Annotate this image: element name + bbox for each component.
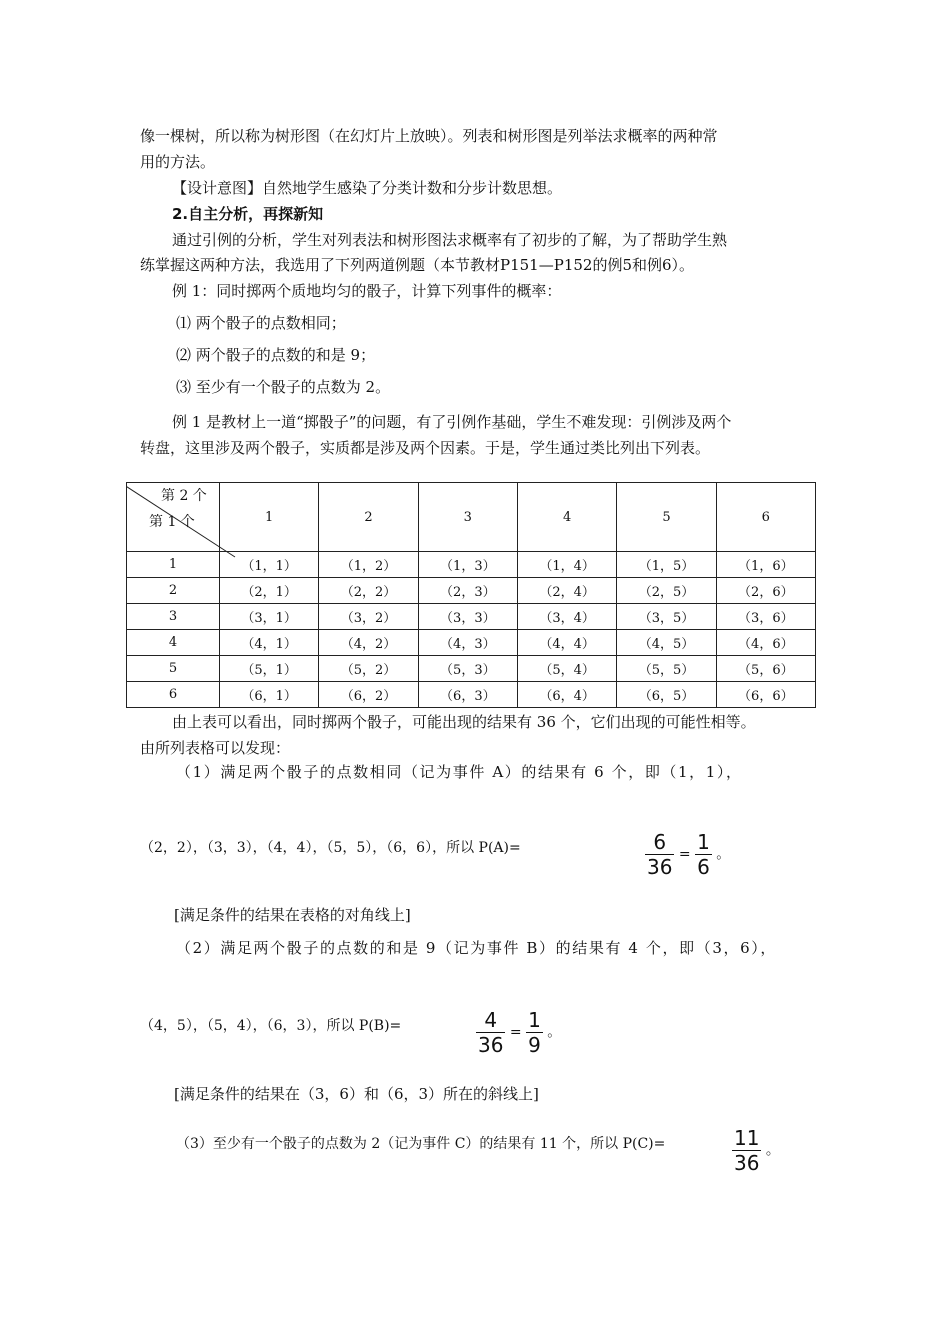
corner-label-first: 第 1 个 bbox=[149, 514, 195, 530]
row-header: 1 bbox=[127, 552, 220, 578]
paragraph-line: 由所列表格可以发现： bbox=[140, 739, 291, 757]
solution-1-result bbox=[645, 830, 730, 879]
solution-1-text: （2，2），（3，3），（4，4），（5，5），（6，6），所以 P(A)= bbox=[140, 840, 521, 856]
column-header: 5 bbox=[617, 483, 716, 552]
paragraph-line: 由上表可以看出，同时掷两个骰子，可能出现的结果有 36 个，它们出现的可能性相等。 bbox=[172, 713, 756, 731]
table-cell: （3，2） bbox=[319, 604, 418, 630]
fraction-numerator: 1 bbox=[528, 1008, 541, 1032]
fraction-11-36 bbox=[732, 1126, 761, 1175]
column-header: 3 bbox=[418, 483, 517, 552]
table-cell: （6，4） bbox=[517, 682, 616, 708]
question-1: ⑴ 两个骰子的点数相同； bbox=[176, 314, 346, 332]
table-cell: （3，1） bbox=[220, 604, 319, 630]
table-cell: （2，2） bbox=[319, 578, 418, 604]
table-header-row bbox=[127, 483, 816, 552]
table-cell: （2，5） bbox=[617, 578, 716, 604]
solution-2-line: （2）满足两个骰子的点数的和是 9（记为事件 B）的结果有 4 个，即（3，6）， bbox=[176, 939, 777, 957]
table-cell: （3，3） bbox=[418, 604, 517, 630]
corner-label-second: 第 2 个 bbox=[161, 488, 207, 504]
solution-1-line bbox=[140, 838, 521, 858]
table-cell: （4，6） bbox=[716, 630, 815, 656]
paragraph-line: 例 1 是教材上一道“掷骰子”的问题，有了引例作基础，学生不难发现：引例涉及两个 bbox=[172, 413, 732, 431]
paragraph-line: 转盘，这里涉及两个骰子，实质都是涉及两个因素。于是，学生通过类比列出下列表。 bbox=[140, 439, 711, 457]
table-row bbox=[127, 682, 816, 708]
table-row bbox=[127, 578, 816, 604]
fraction-numerator: 4 bbox=[476, 1008, 505, 1033]
table-cell: （4，4） bbox=[517, 630, 616, 656]
solution-2-result bbox=[476, 1008, 561, 1057]
row-header: 6 bbox=[127, 682, 220, 708]
table-cell: （2，3） bbox=[418, 578, 517, 604]
fraction-denominator: 6 bbox=[697, 855, 710, 879]
table-cell: （5，4） bbox=[517, 656, 616, 682]
column-header: 2 bbox=[319, 483, 418, 552]
table-cell: （4，3） bbox=[418, 630, 517, 656]
fraction-denominator: 9 bbox=[528, 1033, 541, 1057]
section-heading: 2.自主分析，再探新知 bbox=[172, 205, 324, 223]
table-cell: （2，1） bbox=[220, 578, 319, 604]
table-cell: （3，6） bbox=[716, 604, 815, 630]
table-cell: （1，1） bbox=[220, 552, 319, 578]
table-row bbox=[127, 630, 816, 656]
solution-1-note: [满足条件的结果在表格的对角线上] bbox=[174, 906, 411, 924]
table-cell: （2，4） bbox=[517, 578, 616, 604]
fraction-4-36 bbox=[476, 1008, 505, 1057]
solution-2-note: [满足条件的结果在（3，6）和（6，3）所在的斜线上] bbox=[174, 1085, 539, 1103]
fraction-1-9 bbox=[526, 1008, 543, 1057]
table-cell: （6，1） bbox=[220, 682, 319, 708]
row-header: 5 bbox=[127, 656, 220, 682]
period: 。 bbox=[547, 1024, 562, 1041]
column-header: 1 bbox=[220, 483, 319, 552]
table-corner-cell bbox=[127, 483, 220, 552]
fraction-denominator: 36 bbox=[734, 1151, 760, 1175]
table-cell: （4，2） bbox=[319, 630, 418, 656]
paragraph-line: 像一棵树，所以称为树形图（在幻灯片上放映）。列表和树形图是列举法求概率的两种常 bbox=[140, 127, 718, 145]
table-cell: （5，1） bbox=[220, 656, 319, 682]
question-2: ⑵ 两个骰子的点数的和是 9； bbox=[176, 346, 376, 364]
period: 。 bbox=[765, 1142, 780, 1159]
table-cell: （2，6） bbox=[716, 578, 815, 604]
example-intro: 例 1：同时掷两个质地均匀的骰子，计算下列事件的概率： bbox=[172, 282, 562, 300]
paragraph-line: 练掌握这两种方法，我选用了下列两道例题（本节教材P151—P152的例5和例6）。 bbox=[140, 256, 695, 274]
solution-3-text: （3）至少有一个骰子的点数为 2（记为事件 C）的结果有 11 个，所以 P(C)= bbox=[176, 1136, 666, 1152]
table-cell: （5，3） bbox=[418, 656, 517, 682]
design-intent: 【设计意图】自然地学生感染了分类计数和分步计数思想。 bbox=[172, 179, 563, 197]
paragraph-line: 用的方法。 bbox=[140, 153, 216, 171]
solution-1-line: （1）满足两个骰子的点数相同（记为事件 A）的结果有 6 个，即（1，1）， bbox=[176, 763, 743, 781]
fraction-numerator: 6 bbox=[645, 830, 674, 855]
row-header: 4 bbox=[127, 630, 220, 656]
table-cell: （5，2） bbox=[319, 656, 418, 682]
fraction-6-36 bbox=[645, 830, 674, 879]
paragraph-line: 通过引例的分析，学生对列表法和树形图法求概率有了初步的了解，为了帮助学生熟 bbox=[172, 231, 728, 249]
period: 。 bbox=[716, 846, 731, 863]
table-cell: （4，1） bbox=[220, 630, 319, 656]
column-header: 4 bbox=[517, 483, 616, 552]
equals-sign: = bbox=[509, 1024, 522, 1041]
table-cell: （1，6） bbox=[716, 552, 815, 578]
fraction-denominator: 36 bbox=[478, 1033, 504, 1057]
fraction-numerator: 11 bbox=[734, 1126, 760, 1150]
table-cell: （6，6） bbox=[716, 682, 815, 708]
fraction-numerator: 1 bbox=[697, 830, 710, 854]
solution-2-line bbox=[140, 1016, 401, 1036]
solution-2-text: （4，5），（5，4），（6，3），所以 P(B)= bbox=[140, 1018, 402, 1034]
table-cell: （1，3） bbox=[418, 552, 517, 578]
fraction-1-6 bbox=[695, 830, 712, 879]
table-cell: （6，2） bbox=[319, 682, 418, 708]
table-cell: （4，5） bbox=[617, 630, 716, 656]
equals-sign: = bbox=[678, 846, 691, 863]
column-header: 6 bbox=[716, 483, 815, 552]
row-header: 2 bbox=[127, 578, 220, 604]
table-cell: （1，2） bbox=[319, 552, 418, 578]
table-cell: （3，4） bbox=[517, 604, 616, 630]
table-cell: （1，5） bbox=[617, 552, 716, 578]
table-cell: （5，5） bbox=[617, 656, 716, 682]
table-row bbox=[127, 656, 816, 682]
solution-3-result bbox=[732, 1126, 780, 1175]
solution-3-line bbox=[176, 1134, 665, 1154]
table-cell: （5，6） bbox=[716, 656, 815, 682]
question-3: ⑶ 至少有一个骰子的点数为 2。 bbox=[176, 378, 391, 396]
table-row bbox=[127, 604, 816, 630]
dice-outcome-table bbox=[126, 482, 816, 708]
table-cell: （6，3） bbox=[418, 682, 517, 708]
table-cell: （6，5） bbox=[617, 682, 716, 708]
row-header: 3 bbox=[127, 604, 220, 630]
fraction-denominator: 36 bbox=[647, 855, 673, 879]
table-cell: （3，5） bbox=[617, 604, 716, 630]
table-cell: （1，4） bbox=[517, 552, 616, 578]
